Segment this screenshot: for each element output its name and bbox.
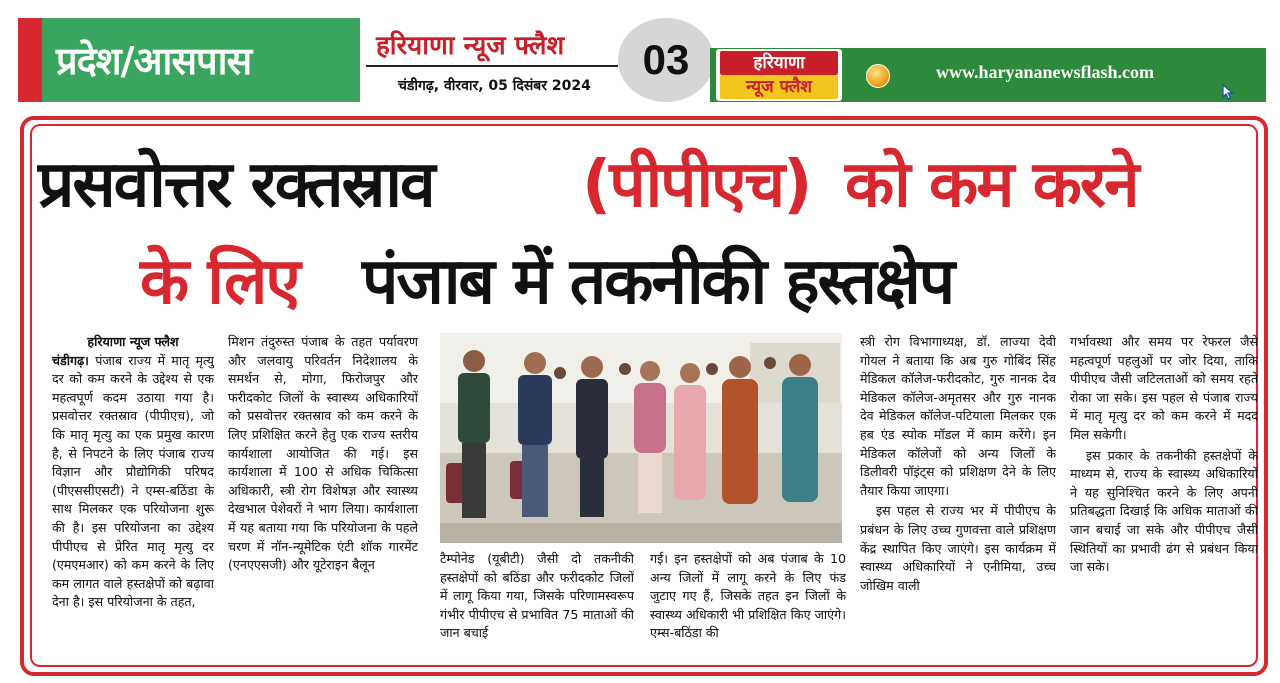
column-6-paragraph-1: गर्भावस्था और समय पर रेफरल जैसे महत्वपूर्ण पहलुओं पर जोर दिया, ताकि पीपीएच जैसी जटिलताओं को समय रहते रोका जा सके। इस पहल से पंजाब राज्य में मातृ मृत्यु दर को कम करने में मदद मिल सकेगी। xyxy=(1070,334,1258,442)
website-link[interactable]: www.haryananewsflash.com xyxy=(936,62,1155,82)
article-byline: हरियाणा न्यूज फ्लैश xyxy=(87,334,179,349)
brand-divider xyxy=(366,65,618,67)
headline-line2-red: के लिए xyxy=(140,245,299,319)
article-column-4 xyxy=(650,550,846,660)
group-photo xyxy=(440,333,842,543)
paper-logo xyxy=(716,49,842,101)
article-column-2 xyxy=(228,333,418,663)
logo-top-text: हरियाणा xyxy=(720,51,838,75)
globe-icon xyxy=(866,64,890,88)
paper-name: हरियाणा न्यूज फ्लैश xyxy=(376,31,565,61)
headline-line1-red-end: को कम करने xyxy=(845,148,1138,222)
column-1-text xyxy=(52,352,214,612)
headline-line2-black: पंजाब में तकनीकी हस्तक्षेप xyxy=(362,245,954,319)
article-dateline: चंडीगढ़। xyxy=(52,352,89,368)
cursor-icon xyxy=(1222,84,1236,100)
headline-line1-black: प्रसवोत्तर रक्तस्राव xyxy=(38,148,434,222)
column-5-paragraph-2: इस पहल से राज्य भर में पीपीएच के प्रबंधन के लिए उच्च गुणवत्ता वाले प्रशिक्षण केंद्र स्थापित किए जाएंगे। इस कार्यक्रम में स्वास्थ्य अधिकारियों ने एनीमिया, उच्च जोखिम वाली xyxy=(860,503,1056,593)
column-3-text: टैम्पोनेड (यूबीटी) जैसी दो तकनीकी हस्तक्षेपों को बठिंडा और फरीदकोट जिलों में लागू किया गया, जिसके परिणामस्वरूप गंभीर पीपीएच से प्रभावित 75 माताओं की जान बचाई xyxy=(440,551,634,641)
column-4-text: गई। इन हस्तक्षेपों को अब पंजाब के 10 अन्य जिलों में लागू करने के लिए फंड जुटाए गए हैं, जिसके तहत इन जिलों के स्वास्थ्य अधिकारी भी प्रशिक्षित किए जाएंगे। एम्स-बठिंडा की xyxy=(650,551,846,641)
issue-date: चंडीगढ़, वीरवार, 05 दिसंबर 2024 xyxy=(398,78,591,94)
logo-bottom-text: न्यूज फ्लैश xyxy=(720,75,838,99)
column-5-paragraph-1: स्त्री रोग विभागाध्यक्ष, डॉ. लाज्या देवी गोयल ने बताया कि अब गुरु गोबिंद सिंह मेडिकल कॉलेज-फरीदकोट, गुरु नानक देव मेडिकल कॉलेज-अमृतसर और गुरु नानक देव मेडिकल कॉलेज-पटियाला मिलकर एक हब एंड स्पोक मॉडल में काम करेंगे। इन मेडिकल कॉलेजों को अन्य जिलों के डिलीवरी पॉइंट्स को प्रशिक्षण देने के लिए तैयार किया जाएगा। xyxy=(860,334,1056,498)
article-column-5 xyxy=(860,333,1056,663)
column-6-paragraph-2: इस प्रकार के तकनीकी हस्तक्षेपों के माध्यम से, राज्य के स्वास्थ्य अधिकारियों ने यह सुनिश्चित करने के लिए अपनी प्रतिबद्धता दिखाई कि अधिक माताओं की जान बचाई जा सके और पीपीएच जैसी स्थितियों का प्रभावी ढंग से प्रबंधन किया जा सके। xyxy=(1070,447,1258,575)
paper-brand xyxy=(360,18,622,102)
article-column-6 xyxy=(1070,333,1258,663)
page-number: 03 xyxy=(618,18,714,102)
article-column-1 xyxy=(52,333,214,663)
masthead-left-bar xyxy=(18,18,42,102)
column-2-text: मिशन तंदुरुस्त पंजाब के तहत पर्यावरण और जलवायु परिवर्तन निदेशालय के समर्थन से, मोगा, फिरोजपुर और फरीदकोट जिलों के स्वास्थ्य अधिकारियों को प्रसवोत्तर रक्तस्राव को कम करने के लिए प्रशिक्षित करने हेतु एक राज्य स्तरीय कार्यशाला आयोजित की गई। इस कार्यशाला में 100 से अधिक चिकित्सा अधिकारी, स्त्री रोग विशेषज्ञ और स्वास्थ्य देखभाल पेशेवरों ने भाग लिया। कार्यशाला में यह बताया गया कि परियोजना के पहले चरण में नॉन-न्यूमेटिक एंटी शॉक गारमेंट (एनएएसजी) और यूटेराइन बैलून xyxy=(228,334,418,573)
headline-line1-red: (पीपीएच) xyxy=(582,148,811,222)
section-label: प्रदेश/आसपास xyxy=(42,18,360,102)
article-column-3 xyxy=(440,550,634,660)
column-1-body: पंजाब राज्य में मातृ मृत्यु दर को कम करने के उद्देश्य से एक महत्वपूर्ण कदम उठाया गया है। प्रसवोत्तर रक्तस्राव (पीपीएच), जो कि मातृ मृत्यु का एक प्रमुख कारण है, से निपटने के लिए पंजाब राज्य विज्ञान और प्रौद्योगिकी परिषद (पीएससीएसटी) ने एम्स-बठिंडा के साथ मिलकर एक परियोजना शुरू की है। इस परियोजना का उद्देश्य पीपीएच से प्रेरित मातृ मृत्यु दर (एमएमआर) को कम करने के लिए कम लागत वाले हस्तक्षेपों को बढ़ावा देना है। इस परियोजना के तहत, xyxy=(52,352,214,610)
